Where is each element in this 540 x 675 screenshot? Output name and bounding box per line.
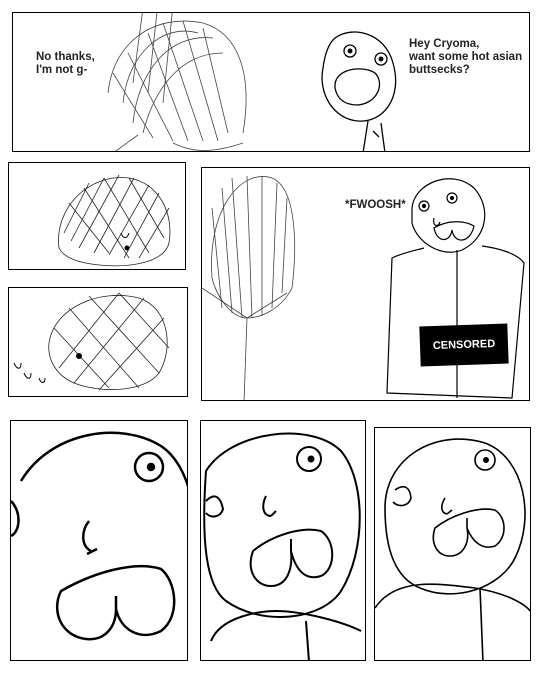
comic-panel-1 (12, 12, 530, 152)
grinning-face-figure (322, 32, 396, 152)
sound-effect-text: *FWOOSH* (345, 199, 406, 211)
comic-panel-3 (8, 287, 188, 397)
panel-3-drawing (9, 288, 188, 397)
panel-1-drawing (13, 13, 530, 152)
comic-panel-7 (374, 427, 531, 661)
censor-bar: CENSORED (419, 323, 508, 366)
startled-head (49, 293, 169, 390)
close-up-grin-face (11, 433, 188, 639)
comic-panel-5 (10, 420, 188, 661)
fleeing-figure (202, 176, 295, 401)
speech-text-left: No thanks, I'm not g- (36, 51, 95, 76)
comic-panel-6 (200, 420, 366, 661)
panel-6-drawing (201, 421, 366, 661)
panel-2-drawing (9, 163, 186, 270)
sweat-marks (14, 363, 45, 383)
mid-grin-face (204, 434, 361, 661)
panel-5-drawing (11, 421, 188, 661)
far-grin-face (375, 439, 531, 661)
worried-head (59, 175, 170, 266)
panel-7-drawing (375, 428, 531, 661)
comic-panel-4 (201, 167, 530, 401)
messy-hair-figure (108, 13, 246, 152)
speech-text-right: Hey Cryoma, want some hot asian buttsecks? (409, 38, 523, 76)
comic-panel-2 (8, 162, 186, 270)
